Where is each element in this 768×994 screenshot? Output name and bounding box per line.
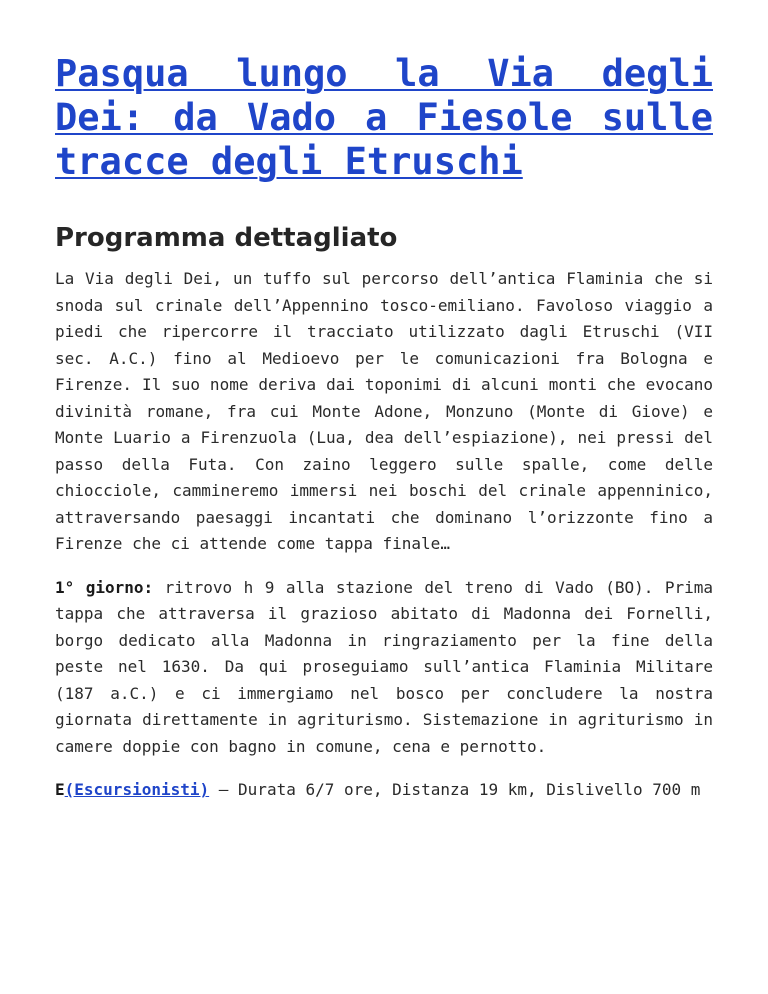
day1-label: 1° giorno: xyxy=(55,577,154,597)
difficulty-paragraph xyxy=(55,777,713,804)
difficulty-grade: E xyxy=(55,780,65,799)
article-title-link[interactable]: Pasqua lungo la Via degli Dei: da Vado a Fiesole sulle tracce degli Etruschi xyxy=(55,52,713,183)
section-heading: Programma dettagliato xyxy=(55,223,398,253)
article-title xyxy=(55,52,713,184)
day1-paragraph xyxy=(55,575,713,761)
difficulty-grade-link[interactable]: (Escursionisti) xyxy=(64,780,210,799)
difficulty-details: – Durata 6/7 ore, Distanza 19 km, Dislivello 700 m xyxy=(209,780,701,799)
intro-paragraph: La Via degli Dei, un tuffo sul percorso dell’antica Flaminia che si snoda sul crinale dell’Appennino tosco-emiliano. Favoloso viaggio a piedi che ripercorre il tracciato utilizzato dagli Etruschi (VII sec. A.C.) fino al Medioevo per le comunicazioni fra Bologna e Firenze. Il suo nome deriva dai toponimi di alcuni monti che evocano divinità romane, fra cui Monte Adone, Monzuno (Monte di Giove) e Monte Luario a Firenzuola (Lua, dea dell’espiazione), nei pressi del passo della Futa. Con zaino leggero sulle spalle, come delle chiocciole, cammineremo immersi nei boschi del crinale appenninico, attraversando paesaggi incantati che dominano l’orizzonte fino a Firenze che ci attende come tappa finale… xyxy=(55,269,713,553)
day1-text: ritrovo h 9 alla stazione del treno di Vado (BO). Prima tappa che attraversa il grazioso abitato di Madonna dei Fornelli, borgo dedicato alla Madonna in ringraziamento per la fine della peste nel 1630. Da qui proseguiamo sull’antica Flaminia Militare (187 a.C.) e ci immergiamo nel bosco per concludere la nostra giornata direttamente in agriturismo. Sistemazione in agriturismo in camere doppie con bagno in comune, cena e pernotto. xyxy=(55,577,714,756)
